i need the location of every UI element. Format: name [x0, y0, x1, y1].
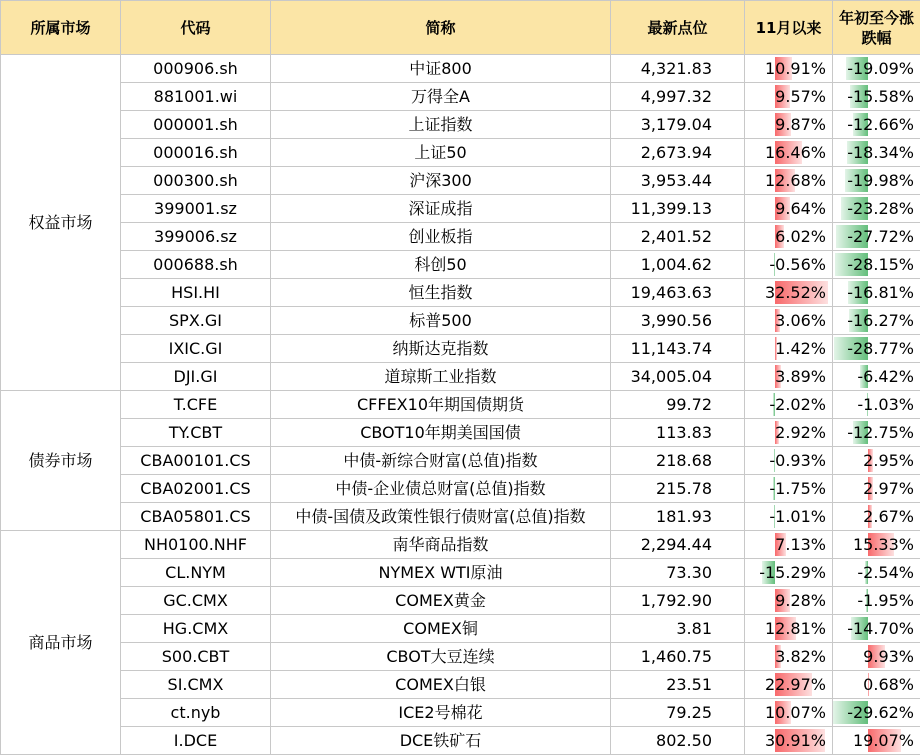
header-name: 简称 [271, 1, 611, 55]
code-cell: TY.CBT [121, 419, 271, 447]
ytd-value: 9.93% [863, 647, 914, 666]
nov-value: 7.13% [775, 535, 826, 554]
nov-cell [745, 195, 833, 223]
nov-cell [745, 251, 833, 279]
ytd-cell [833, 419, 920, 447]
price-cell: 1,460.75 [611, 643, 745, 671]
market-group-label: 商品市场 [1, 531, 121, 755]
name-cell: 沪深300 [271, 167, 611, 195]
table-row [1, 139, 920, 167]
table-body [1, 55, 920, 755]
nov-value: 1.42% [775, 339, 826, 358]
name-cell: NYMEX WTI原油 [271, 559, 611, 587]
price-cell: 4,321.83 [611, 55, 745, 83]
price-cell: 802.50 [611, 727, 745, 755]
code-cell: 000906.sh [121, 55, 271, 83]
price-cell: 113.83 [611, 419, 745, 447]
nov-value: 3.82% [775, 647, 826, 666]
price-cell: 19,463.63 [611, 279, 745, 307]
nov-value: 16.46% [764, 143, 826, 162]
ytd-value: -15.58% [847, 87, 914, 106]
ytd-value: -18.34% [847, 143, 914, 162]
code-cell: 881001.wi [121, 83, 271, 111]
price-cell: 11,143.74 [611, 335, 745, 363]
ytd-value: 2.67% [863, 507, 914, 526]
price-cell: 79.25 [611, 699, 745, 727]
nov-value: 22.97% [764, 675, 826, 694]
code-cell: HSI.HI [121, 279, 271, 307]
code-cell: T.CFE [121, 391, 271, 419]
nov-cell [745, 167, 833, 195]
ytd-cell [833, 587, 920, 615]
table-row [1, 391, 920, 419]
name-cell: CBOT10年期美国国债 [271, 419, 611, 447]
code-cell: S00.CBT [121, 643, 271, 671]
table-row [1, 615, 920, 643]
ytd-cell [833, 111, 920, 139]
nov-cell [745, 83, 833, 111]
price-cell: 1,792.90 [611, 587, 745, 615]
ytd-cell [833, 251, 920, 279]
nov-value: -0.56% [769, 255, 826, 274]
name-cell: 中债-国债及政策性银行债财富(总值)指数 [271, 503, 611, 531]
nov-cell [745, 559, 833, 587]
ytd-cell [833, 223, 920, 251]
ytd-cell [833, 391, 920, 419]
ytd-value: -14.70% [847, 619, 914, 638]
code-cell: I.DCE [121, 727, 271, 755]
price-cell: 2,401.52 [611, 223, 745, 251]
table-row [1, 531, 920, 559]
nov-value: 2.92% [775, 423, 826, 442]
name-cell: CBOT大豆连续 [271, 643, 611, 671]
header-nov: 11月以来 [745, 1, 833, 55]
name-cell: 标普500 [271, 307, 611, 335]
nov-cell [745, 223, 833, 251]
table-row [1, 251, 920, 279]
ytd-cell [833, 503, 920, 531]
table-row [1, 559, 920, 587]
nov-value: 10.91% [764, 59, 826, 78]
name-cell: 道琼斯工业指数 [271, 363, 611, 391]
ytd-cell [833, 83, 920, 111]
name-cell: 上证指数 [271, 111, 611, 139]
nov-value: -0.93% [769, 451, 826, 470]
ytd-cell [833, 335, 920, 363]
code-cell: CBA05801.CS [121, 503, 271, 531]
nov-cell [745, 531, 833, 559]
ytd-value: 19.07% [852, 731, 914, 750]
ytd-value: -16.27% [847, 311, 914, 330]
table-row [1, 447, 920, 475]
market-group-label: 权益市场 [1, 55, 121, 391]
price-cell: 3,953.44 [611, 167, 745, 195]
ytd-cell [833, 699, 920, 727]
table-row [1, 671, 920, 699]
price-cell: 23.51 [611, 671, 745, 699]
table-row [1, 195, 920, 223]
ytd-value: -2.54% [857, 563, 914, 582]
nov-value: 12.81% [764, 619, 826, 638]
name-cell: DCE铁矿石 [271, 727, 611, 755]
name-cell: 南华商品指数 [271, 531, 611, 559]
name-cell: 万得全A [271, 83, 611, 111]
ytd-value: -23.28% [847, 199, 914, 218]
price-cell: 215.78 [611, 475, 745, 503]
nov-value: -1.75% [769, 479, 826, 498]
nov-cell [745, 307, 833, 335]
table-row [1, 223, 920, 251]
name-cell: CFFEX10年期国债期货 [271, 391, 611, 419]
nov-value: 32.52% [764, 283, 826, 302]
table-row [1, 335, 920, 363]
ytd-value: 15.33% [852, 535, 914, 554]
price-cell: 3,990.56 [611, 307, 745, 335]
nov-cell [745, 139, 833, 167]
nov-cell [745, 615, 833, 643]
nov-cell [745, 335, 833, 363]
name-cell: 恒生指数 [271, 279, 611, 307]
table-row [1, 307, 920, 335]
ytd-value: -27.72% [847, 227, 914, 246]
table-row [1, 55, 920, 83]
table-row [1, 727, 920, 755]
name-cell: 创业板指 [271, 223, 611, 251]
ytd-cell [833, 139, 920, 167]
ytd-value: -12.75% [847, 423, 914, 442]
nov-value: 30.91% [764, 731, 826, 750]
ytd-cell [833, 615, 920, 643]
nov-value: -1.01% [769, 507, 826, 526]
nov-cell [745, 475, 833, 503]
ytd-value: -19.98% [847, 171, 914, 190]
ytd-value: -12.66% [847, 115, 914, 134]
nov-cell [745, 671, 833, 699]
nov-value: 12.68% [764, 171, 826, 190]
code-cell: GC.CMX [121, 587, 271, 615]
price-cell: 73.30 [611, 559, 745, 587]
ytd-cell [833, 167, 920, 195]
table-row [1, 363, 920, 391]
code-cell: 000688.sh [121, 251, 271, 279]
ytd-cell [833, 307, 920, 335]
nov-value: 3.06% [775, 311, 826, 330]
ytd-value: -29.62% [847, 703, 914, 722]
table-row [1, 643, 920, 671]
nov-cell [745, 419, 833, 447]
code-cell: SPX.GI [121, 307, 271, 335]
header-row [1, 1, 920, 55]
ytd-value: -1.03% [857, 395, 914, 414]
table-row [1, 587, 920, 615]
nov-cell [745, 111, 833, 139]
code-cell: 399006.sz [121, 223, 271, 251]
code-cell: 000001.sh [121, 111, 271, 139]
name-cell: 科创50 [271, 251, 611, 279]
nov-value: 3.89% [775, 367, 826, 386]
ytd-cell [833, 363, 920, 391]
price-cell: 2,673.94 [611, 139, 745, 167]
table-row [1, 503, 920, 531]
code-cell: IXIC.GI [121, 335, 271, 363]
nov-value: 9.64% [775, 199, 826, 218]
code-cell: 399001.sz [121, 195, 271, 223]
ytd-cell [833, 195, 920, 223]
nov-cell [745, 55, 833, 83]
ytd-value: -16.81% [847, 283, 914, 302]
ytd-cell [833, 643, 920, 671]
nov-value: 9.28% [775, 591, 826, 610]
ytd-cell [833, 55, 920, 83]
code-cell: SI.CMX [121, 671, 271, 699]
nov-cell [745, 447, 833, 475]
nov-value: 6.02% [775, 227, 826, 246]
ytd-cell [833, 671, 920, 699]
code-cell: CBA02001.CS [121, 475, 271, 503]
name-cell: 深证成指 [271, 195, 611, 223]
nov-cell [745, 727, 833, 755]
header-ytd: 年初至今涨跌幅 [833, 1, 920, 55]
price-cell: 1,004.62 [611, 251, 745, 279]
nov-value: -15.29% [759, 563, 826, 582]
name-cell: 中证800 [271, 55, 611, 83]
nov-value: 10.07% [764, 703, 826, 722]
name-cell: 中债-企业债总财富(总值)指数 [271, 475, 611, 503]
ytd-cell [833, 531, 920, 559]
table-row [1, 111, 920, 139]
ytd-cell [833, 727, 920, 755]
header-market: 所属市场 [1, 1, 121, 55]
table-row [1, 419, 920, 447]
code-cell: CBA00101.CS [121, 447, 271, 475]
ytd-value: -28.15% [847, 255, 914, 274]
nov-cell [745, 587, 833, 615]
ytd-value: -6.42% [857, 367, 914, 386]
code-cell: ct.nyb [121, 699, 271, 727]
price-cell: 4,997.32 [611, 83, 745, 111]
header-price: 最新点位 [611, 1, 745, 55]
name-cell: 纳斯达克指数 [271, 335, 611, 363]
name-cell: COMEX白银 [271, 671, 611, 699]
price-cell: 181.93 [611, 503, 745, 531]
name-cell: 上证50 [271, 139, 611, 167]
price-cell: 99.72 [611, 391, 745, 419]
nov-cell [745, 643, 833, 671]
table-row [1, 83, 920, 111]
nov-cell [745, 503, 833, 531]
price-cell: 2,294.44 [611, 531, 745, 559]
ytd-cell [833, 447, 920, 475]
ytd-value: -28.77% [847, 339, 914, 358]
ytd-value: -19.09% [847, 59, 914, 78]
nov-cell [745, 391, 833, 419]
nov-cell [745, 279, 833, 307]
table-row [1, 475, 920, 503]
nov-value: 9.57% [775, 87, 826, 106]
nov-value: -2.02% [769, 395, 826, 414]
header-code: 代码 [121, 1, 271, 55]
name-cell: 中债-新综合财富(总值)指数 [271, 447, 611, 475]
ytd-value: -1.95% [857, 591, 914, 610]
name-cell: ICE2号棉花 [271, 699, 611, 727]
price-cell: 3,179.04 [611, 111, 745, 139]
table-row [1, 699, 920, 727]
name-cell: COMEX黄金 [271, 587, 611, 615]
ytd-cell [833, 475, 920, 503]
name-cell: COMEX铜 [271, 615, 611, 643]
price-cell: 34,005.04 [611, 363, 745, 391]
ytd-cell [833, 279, 920, 307]
table-row [1, 279, 920, 307]
code-cell: 000016.sh [121, 139, 271, 167]
ytd-cell [833, 559, 920, 587]
nov-cell [745, 363, 833, 391]
code-cell: NH0100.NHF [121, 531, 271, 559]
code-cell: 000300.sh [121, 167, 271, 195]
nov-cell [745, 699, 833, 727]
code-cell: DJI.GI [121, 363, 271, 391]
price-cell: 3.81 [611, 615, 745, 643]
nov-value: 9.87% [775, 115, 826, 134]
code-cell: HG.CMX [121, 615, 271, 643]
price-cell: 11,399.13 [611, 195, 745, 223]
ytd-value: 0.68% [863, 675, 914, 694]
market-group-label: 债券市场 [1, 391, 121, 531]
code-cell: CL.NYM [121, 559, 271, 587]
price-cell: 218.68 [611, 447, 745, 475]
ytd-value: 2.97% [863, 479, 914, 498]
ytd-value: 2.95% [863, 451, 914, 470]
table-row [1, 167, 920, 195]
